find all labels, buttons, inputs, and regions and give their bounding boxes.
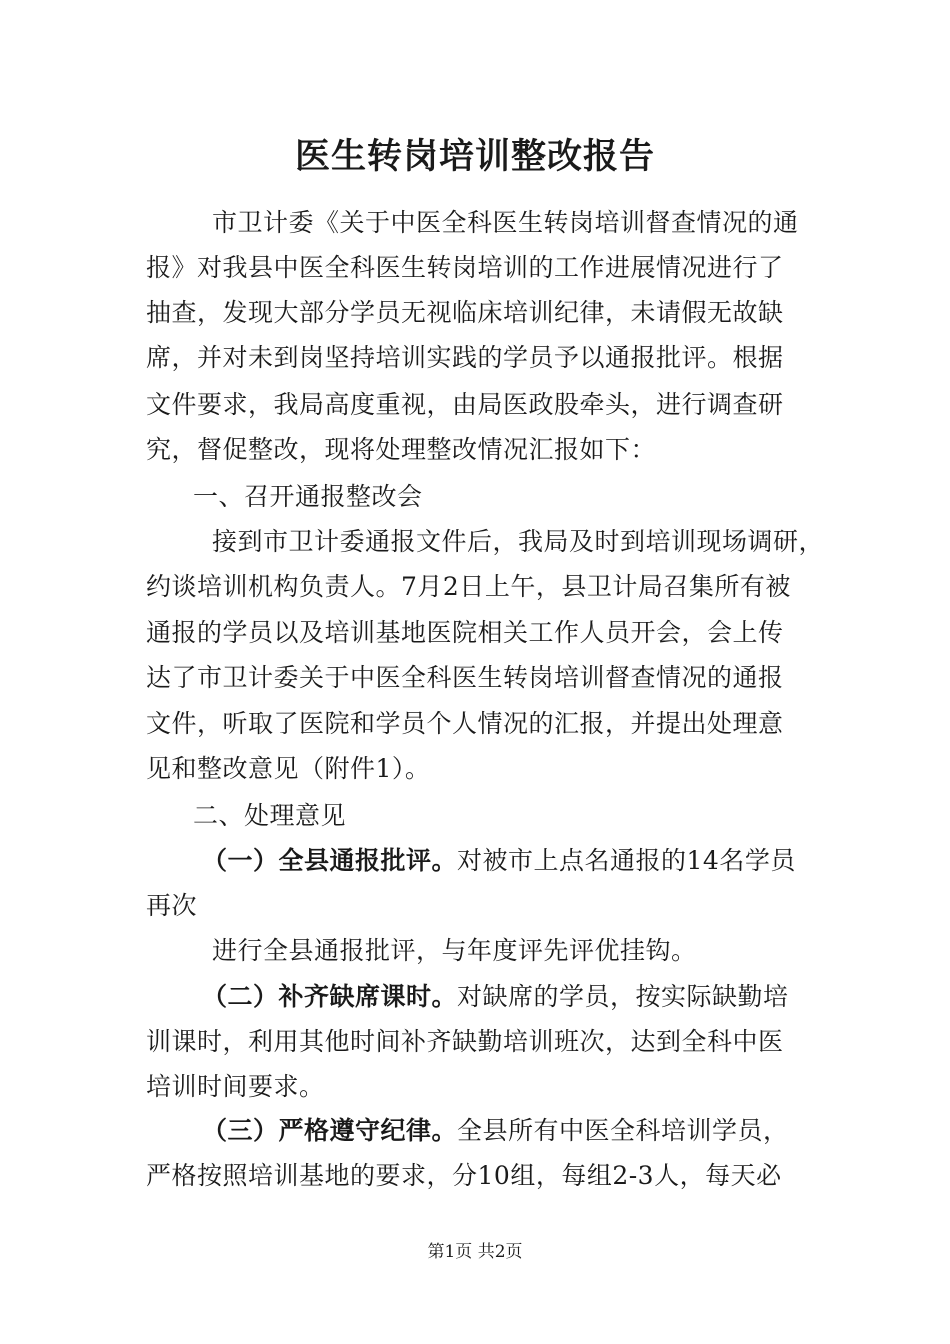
item3-line: [146, 1114, 810, 1148]
section1-line: 接到市卫计委通报文件后，我局及时到培训现场调研，: [212, 527, 825, 556]
item3-text: 全县所有中医全科培训学员，: [457, 1116, 789, 1145]
intro-line: 报》对我县中医全科医生转岗培训的工作进展情况进行了: [146, 253, 784, 282]
section1-line: 文件，听取了医院和学员个人情况的汇报，并提出处理意: [146, 709, 784, 738]
section1-line: 通报的学员以及培训基地医院相关工作人员开会，会上传: [146, 618, 784, 647]
intro-line: 席，并对未到岗坚持培训实践的学员予以通报批评。根据: [146, 343, 784, 372]
page-number: 第1页 共2页: [427, 1242, 523, 1262]
item1-text: 对被市上点名通报的14名学员: [457, 846, 796, 875]
item2-text: 对缺席的学员，按实际缺勤培: [457, 982, 789, 1011]
intro-line: 文件要求，我局高度重视，由局医政股牵头，进行调查研: [146, 390, 784, 419]
intro-line: 究，督促整改，现将处理整改情况汇报如下：: [146, 435, 657, 464]
section1-line: 达了市卫计委关于中医全科医生转岗培训督查情况的通报: [146, 663, 784, 692]
item1-title: （一）全县通报批评。: [202, 846, 458, 875]
intro-line: 抽查，发现大部分学员无视临床培训纪律，未请假无故缺: [146, 298, 784, 327]
document-title: 医生转岗培训整改报告: [294, 137, 655, 177]
intro-line: 市卫计委《关于中医全科医生转岗培训督查情况的通: [212, 208, 799, 237]
item2-title: （二）补齐缺席课时。: [202, 982, 458, 1011]
item2-line: [146, 980, 810, 1014]
section1-line: 约谈培训机构负责人。7月2日上午，县卫计局召集所有被: [146, 572, 791, 601]
item3-line: 严格按照培训基地的要求，分10组，每组2-3人，每天必: [146, 1161, 782, 1190]
section1-line: 见和整改意见（附件1）。: [146, 754, 431, 783]
item3-title: （三）严格遵守纪律。: [202, 1116, 458, 1145]
item1-line: 进行全县通报批评，与年度评先评优挂钩。: [212, 936, 697, 965]
item2-line: 培训时间要求。: [146, 1072, 325, 1101]
item1-line: [146, 844, 810, 878]
item1-line: 再次: [146, 891, 198, 920]
item2-line: 训课时，利用其他时间补齐缺勤培训班次，达到全科中医: [146, 1027, 784, 1056]
section-heading: 二、处理意见: [193, 801, 347, 830]
section-heading: 一、召开通报整改会: [193, 482, 423, 511]
